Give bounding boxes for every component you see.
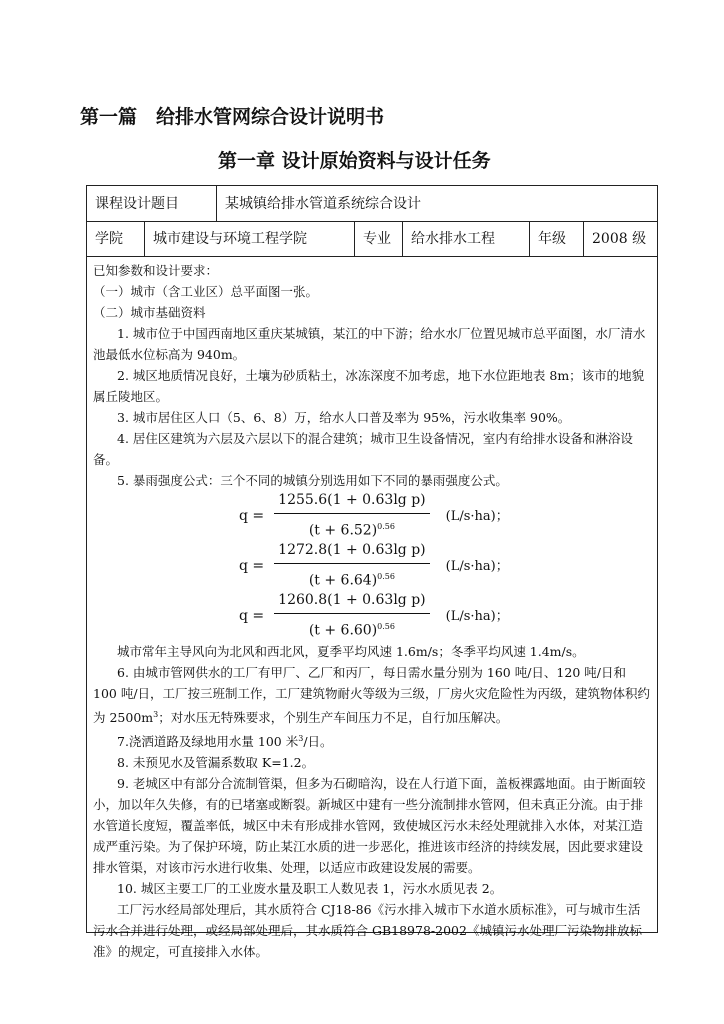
paragraph-4: 4. 居住区建筑为六层及六层以下的混合建筑；城市卫生设备情况，室内有给排水设备和淋浴设备。 — [93, 431, 633, 467]
major-label: 专业 — [363, 231, 391, 247]
paragraph-1: 1. 城市位于中国西南地区重庆某城镇，某江的中下游；给水水厂位置见城市总平面图，水厂清水池最低水位标高为 940m。 — [93, 326, 646, 362]
part-title: 第一篇 给排水管网综合设计说明书 — [80, 106, 385, 128]
col-divider — [402, 221, 403, 256]
col-divider — [583, 221, 584, 256]
formula-lhs: q = — [239, 507, 265, 524]
denominator-exponent: 0.56 — [377, 572, 395, 582]
denominator-base: (t + 6.60) — [308, 622, 378, 639]
formula-numerator: 1272.8(1 + 0.63lg p) — [274, 540, 429, 564]
paragraph-7 — [93, 728, 651, 752]
requirements-content — [93, 260, 651, 962]
paragraph-6 — [93, 662, 651, 728]
rain-formula-1 — [239, 491, 651, 541]
chapter-title: 第一章 设计原始资料与设计任务 — [218, 150, 491, 172]
content-heading: 已知参数和设计要求： — [93, 263, 219, 278]
cubic-superscript: 3 — [298, 734, 304, 744]
formula-numerator: 1260.8(1 + 0.63lg p) — [274, 590, 429, 614]
paragraph-11: 工厂污水经局部处理后，其水质符合 CJ18-86《污水排入城市下水道水质标准》，可与城市生活污水合并进行处理，或经局部处理后，其水质符合 GB18978-2002《城镇污水处理厂污染物排放标准》的规定，可直接排入水体。 — [93, 902, 642, 960]
formula-denominator — [309, 614, 395, 642]
paragraph-8: 8. 未预见水及管漏系数取 K=1.2。 — [117, 755, 315, 771]
project-title-label: 课程设计题目 — [95, 196, 179, 212]
paragraph-6-text-a: 6. 由城市管网供水的工厂有甲厂、乙厂和丙厂，每日需水量分别为 160 吨/日、120 吨/日和 100 吨/日，工厂按三班制工作，工厂建筑物耐火等级为三级，厂房火灾危险性为丙级，建筑物体积约为 2500m — [93, 665, 651, 726]
denominator-exponent: 0.56 — [377, 522, 395, 532]
row-divider — [87, 221, 657, 222]
grade-value: 2008 级 — [592, 231, 647, 247]
formula-lhs: q = — [239, 607, 265, 624]
denominator-base: (t + 6.52) — [308, 522, 378, 539]
paragraph-7-text-b: /日。 — [303, 734, 333, 750]
row-divider — [87, 256, 657, 257]
paragraph-9: 9. 老城区中有部分合流制管渠，但多为石砌暗沟，设在人行道下面，盖板裸露地面。由于断面较小，加以年久失修，有的已堵塞或断裂。新城区中建有一些分流制排水管网，但未真正分流。由于排水管道长度短，覆盖率低，城区中未有形成排水管网，致使城区污水未经处理就排入水体，对某江造成严重污染。为了保护环境，防止某江水质的进一步恶化，推进该市经济的持续发展，因此要求建设排水管渠，对该市污水进行收集、处理，以适应市政建设发展的需要。 — [93, 776, 646, 876]
paragraph-7-text-a: 7.浇洒道路及绿地用水量 100 米 — [117, 734, 299, 750]
formula-fraction — [274, 490, 429, 542]
college-label: 学院 — [95, 231, 123, 247]
formula-denominator — [309, 514, 395, 542]
paragraph-wind: 城市常年主导风向为北风和西北风，夏季平均风速 1.6m/s；冬季平均风速 1.4m/s。 — [117, 644, 585, 659]
design-task-table — [86, 185, 658, 960]
formula-denominator — [309, 564, 395, 592]
major-value: 给水排水工程 — [411, 231, 495, 247]
paragraph-3: 3. 城市居住区人口（5、6、8）万，给水人口普及率为 95%，污水收集率 90%。 — [117, 410, 571, 425]
item-2: （二）城市基础资料 — [93, 305, 206, 320]
college-value: 城市建设与环境工程学院 — [153, 231, 307, 247]
paragraph-6-text-b: ；对水压无特殊要求，个别生产车间压力不足，自行加压解决。 — [158, 710, 509, 726]
project-title-value: 某城镇给排水管道系统综合设计 — [225, 196, 421, 212]
paragraph-10: 10. 城区主要工厂的工业废水量及职工人数见表 1，污水水质见表 2。 — [117, 881, 503, 897]
formula-unit: (L/s·ha)； — [445, 558, 509, 574]
grade-label: 年级 — [538, 231, 566, 247]
item-1: （一）城市（含工业区）总平面图一张。 — [93, 284, 319, 299]
col-divider — [529, 221, 530, 256]
formula-fraction — [274, 540, 429, 592]
paragraph-5: 5. 暴雨强度公式：三个不同的城镇分别选用如下不同的暴雨强度公式。 — [117, 473, 508, 488]
formula-fraction — [274, 590, 429, 642]
col-divider — [354, 221, 355, 256]
formula-unit: (L/s·ha)； — [445, 608, 509, 624]
cubic-superscript: 3 — [153, 710, 159, 719]
formula-lhs: q = — [239, 557, 265, 574]
col-divider — [144, 221, 145, 256]
denominator-base: (t + 6.64) — [308, 572, 378, 589]
formula-unit: (L/s·ha)； — [445, 508, 509, 524]
col-divider — [216, 186, 217, 221]
rain-formula-3 — [239, 591, 651, 641]
formula-numerator: 1255.6(1 + 0.63lg p) — [274, 490, 429, 514]
rain-formula-2 — [239, 541, 651, 591]
paragraph-2: 2. 城区地质情况良好，土壤为砂质粘土，冰冻深度不加考虑，地下水位距地表 8m；该市的地貌属丘陵地区。 — [93, 368, 645, 404]
denominator-exponent: 0.56 — [377, 622, 395, 632]
